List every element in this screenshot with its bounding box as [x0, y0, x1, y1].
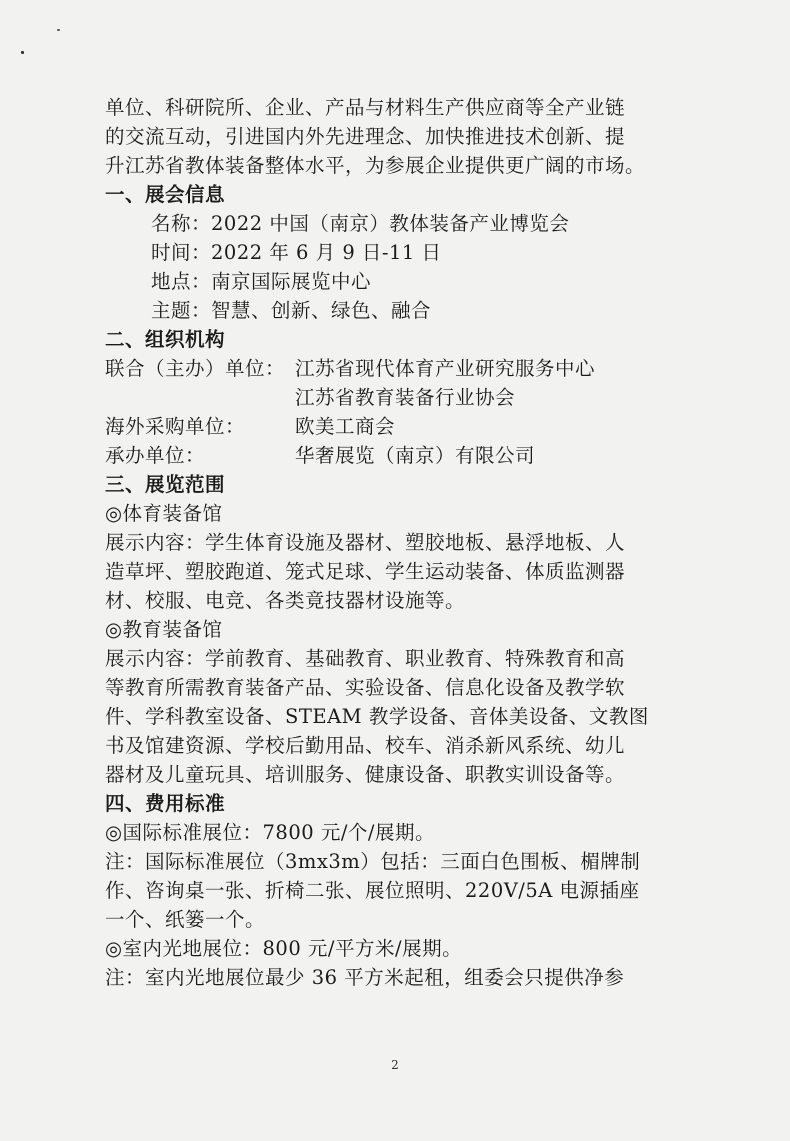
body-line: 注：室内光地展位最少 36 平方米起租，组委会只提供净参: [105, 966, 625, 989]
body-line: 器材及儿童玩具、培训服务、健康设备、职教实训设备等。: [105, 763, 626, 786]
org-value: 华奢展览（南京）有限公司: [295, 444, 536, 467]
fee-indoor-space: ◎室内光地展位：800 元/平方米/展期。: [105, 937, 463, 960]
body-line: 等教育所需教育装备产品、实验设备、信息化设备及教学软: [105, 676, 626, 699]
section-heading-exhibition-info: 一、展会信息: [105, 183, 226, 206]
body-line: 注：国际标准展位（3mx3m）包括：三面白色围板、楣牌制: [105, 850, 641, 873]
body-line: 件、学科教室设备、STEAM 教学设备、音体美设备、文教图: [105, 705, 649, 728]
exhibition-name: 名称：2022 中国（南京）教体装备产业博览会: [151, 212, 570, 235]
body-line: 的交流互动，引进国内外先进理念、加快推进技术创新、提: [105, 125, 626, 148]
exhibition-place: 地点：南京国际展览中心: [151, 270, 372, 293]
exhibition-time: 时间：2022 年 6 月 9 日-11 日: [151, 241, 442, 264]
body-line: 作、咨询桌一张、折椅二张、展位照明、220V/5A 电源插座: [105, 879, 640, 902]
org-label: 承办单位：: [105, 444, 206, 467]
org-value: 江苏省现代体育产业研究服务中心: [295, 357, 596, 380]
org-row-organizer: [105, 441, 665, 470]
section-heading-fees: 四、费用标准: [105, 792, 226, 815]
body-line: 单位、科研院所、企业、产品与材料生产供应商等全产业链: [105, 96, 626, 119]
org-value: 江苏省教育装备行业协会: [295, 386, 516, 409]
org-value: 欧美工商会: [295, 415, 396, 438]
body-line: 材、校服、电竞、各类竟技器材设施等。: [105, 589, 466, 612]
body-line: 展示内容：学生体育设施及器材、塑胶地板、悬浮地板、人: [105, 531, 626, 554]
fee-intl-booth: ◎国际标准展位：7800 元/个/展期。: [105, 821, 435, 844]
body-line: 升江苏省教体装备整体水平，为参展企业提供更广阔的市场。: [105, 154, 646, 177]
org-label: 海外采购单位：: [105, 415, 246, 438]
hall-title-sports: ◎体育装备馆: [105, 502, 223, 525]
hall-title-education: ◎教育装备馆: [105, 618, 223, 641]
body-line: 书及馆建资源、学校后勤用品、校车、消杀新风系统、幼儿: [105, 734, 626, 757]
org-label: 联合（主办）单位：: [105, 357, 286, 380]
section-heading-scope: 三、展览范围: [105, 473, 226, 496]
page-number: 2: [391, 1058, 399, 1072]
scan-speck: [57, 29, 60, 31]
exhibition-theme: 主题：智慧、创新、绿色、融合: [151, 299, 432, 322]
org-row-host: [105, 354, 665, 383]
body-line: 造草坪、塑胶跑道、笼式足球、学生运动装备、体质监测器: [105, 560, 626, 583]
body-line: 一个、纸篓一个。: [105, 908, 266, 931]
section-heading-organization: 二、组织机构: [105, 328, 226, 351]
org-row-buyer: [105, 412, 665, 441]
scan-speck: [21, 51, 24, 54]
body-line: 展示内容：学前教育、基础教育、职业教育、特殊教育和高: [105, 647, 626, 670]
document-body: [105, 93, 665, 992]
